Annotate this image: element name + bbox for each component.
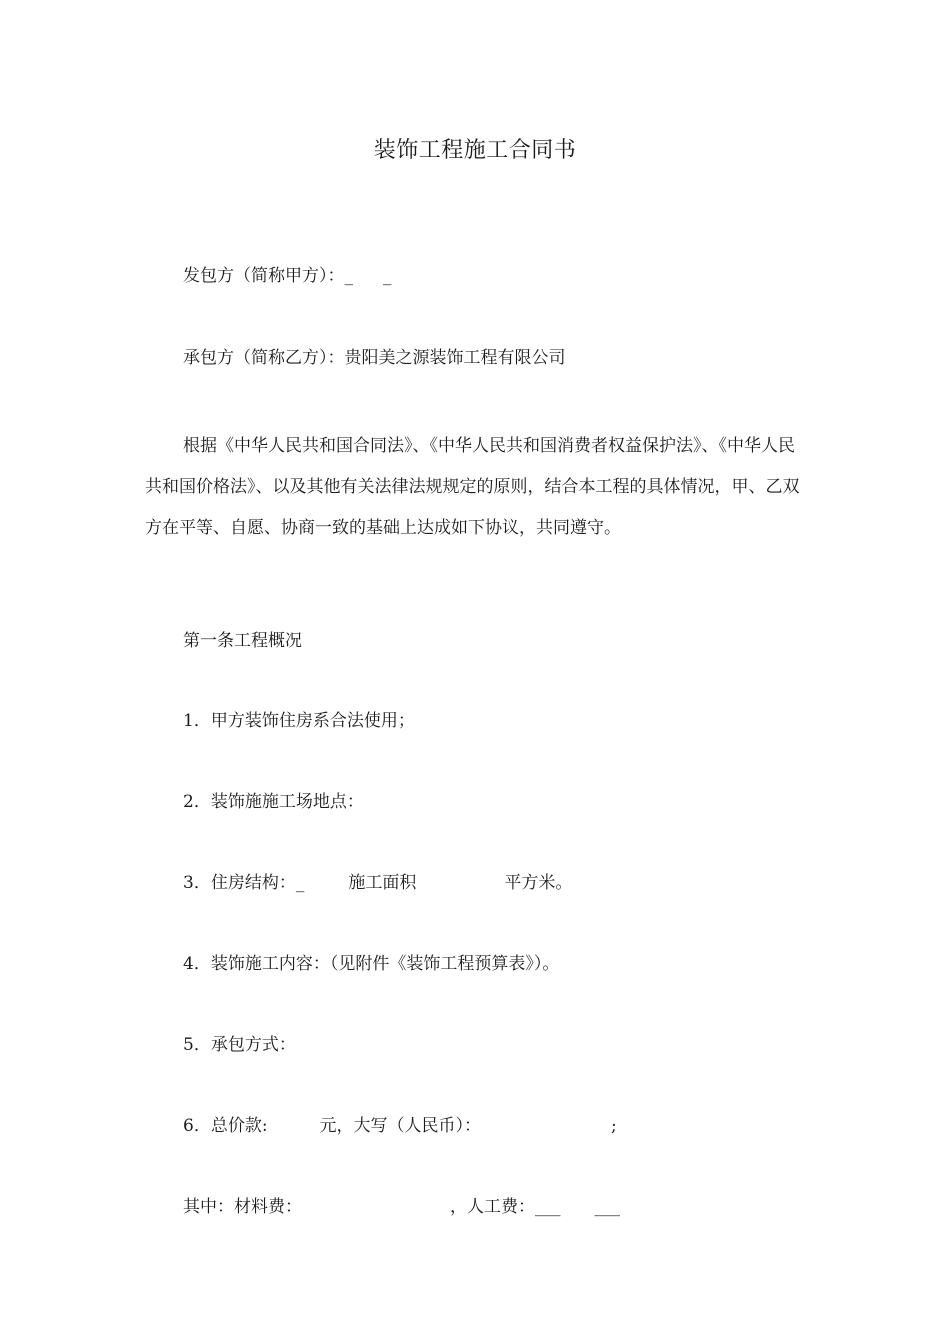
preamble-paragraph: 根据《中华人民共和国合同法》、《中华人民共和国消费者权益保护法》、《中华人民共和国价格法》、以及其他有关法律法规规定的原则，结合本工程的具体情况，甲、乙双方在平等、自愿、协商一致的基础上达成如下协议，共同遵守。 (145, 436, 800, 538)
item-6-end: ; (611, 1116, 617, 1136)
party-b-label: 承包方（简称乙方）： (183, 348, 345, 368)
item-3-unit: 平方米。 (504, 873, 573, 893)
party-a-blank-1: _ (344, 266, 353, 286)
article-1-item-2: 2．装饰施施工场地点： (183, 792, 364, 812)
article-1-heading: 第一条工程概况 (183, 631, 302, 651)
party-a-blank-2: _ (383, 266, 392, 286)
item-3-blank: _ (295, 873, 305, 893)
item-6-yuan: 元，大写（人民币）： (319, 1116, 482, 1136)
item-3-area-label: 施工面积 (348, 873, 417, 893)
cost-breakdown-line (183, 1195, 620, 1219)
article-1-item-5: 5．承包方式： (183, 1035, 296, 1055)
party-a-line (183, 264, 392, 288)
document-title: 装饰工程施工合同书 (373, 138, 577, 163)
party-b-line (183, 346, 566, 370)
item-6-prefix: 6．总价款: (183, 1116, 268, 1136)
labor-blank-2: ___ (594, 1197, 620, 1217)
article-1-item-6 (183, 1114, 617, 1138)
party-a-label: 发包方（简称甲方）： (183, 266, 345, 286)
breakdown-prefix: 其中：材料费： (183, 1197, 302, 1217)
article-1-item-3 (183, 871, 572, 895)
party-b-value: 贵阳美之源装饰工程有限公司 (344, 348, 566, 368)
labor-blank-1: ___ (535, 1197, 561, 1217)
item-3-prefix: 3．住房结构： (183, 873, 296, 893)
article-1-item-1: 1．甲方装饰住房系合法使用； (183, 711, 415, 731)
breakdown-labor: ，人工费： (450, 1197, 535, 1217)
article-1-item-4: 4．装饰施工内容：（见附件《装饰工程预算表》）。 (183, 954, 560, 974)
